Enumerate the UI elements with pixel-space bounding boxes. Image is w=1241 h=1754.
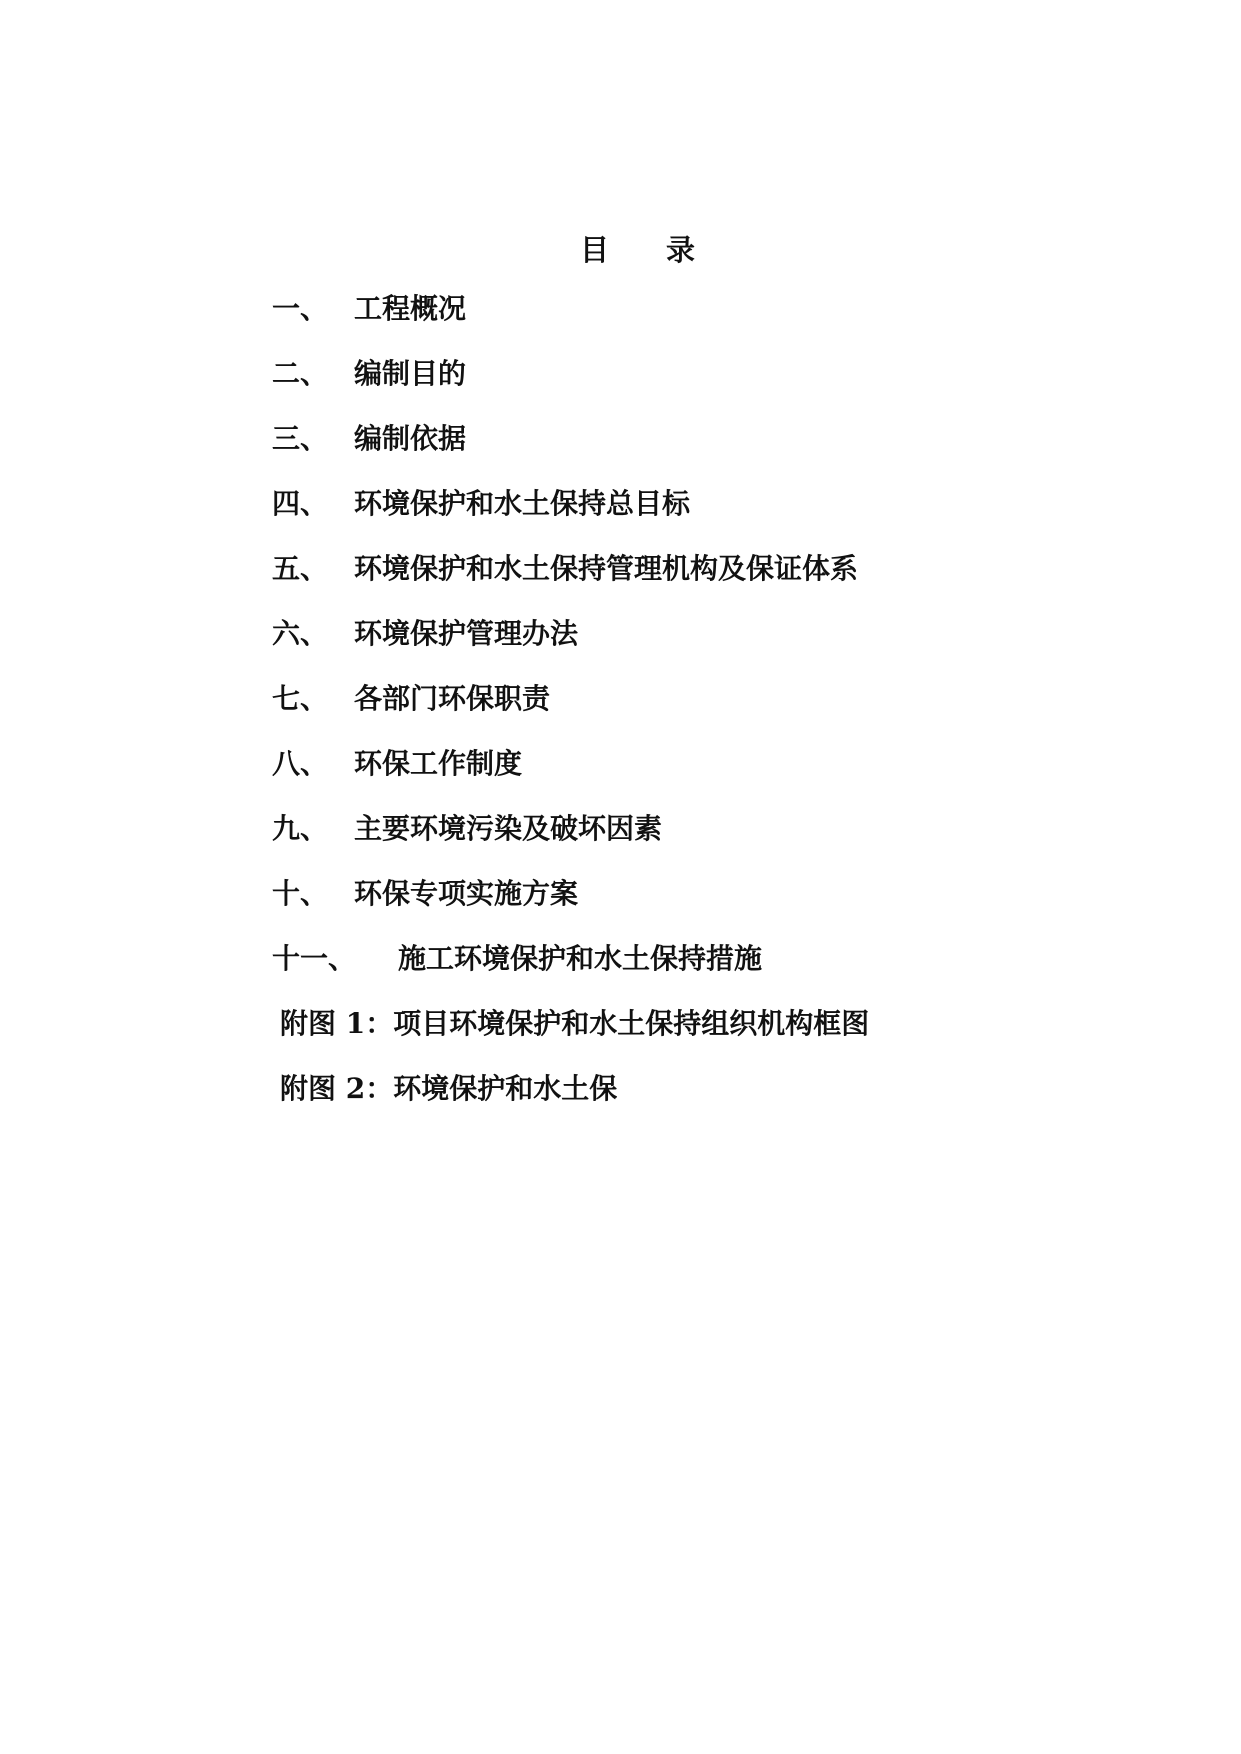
toc-title-char-2: 录 bbox=[666, 233, 696, 267]
toc-item bbox=[272, 682, 869, 747]
toc-item-text: 环境保护和水土保持总目标 bbox=[354, 487, 691, 520]
toc-item-text: 环境保护和水土保持管理机构及保证体系 bbox=[354, 552, 859, 585]
toc-item-number: 六、 bbox=[272, 617, 329, 650]
toc-list bbox=[272, 292, 869, 1137]
toc-item-text: 环境保护管理办法 bbox=[354, 617, 579, 650]
toc-item bbox=[272, 617, 869, 682]
toc-item bbox=[272, 877, 869, 942]
toc-item-number: 四、 bbox=[272, 487, 329, 520]
toc-item bbox=[272, 812, 869, 877]
toc-item-number: 十、 bbox=[272, 877, 329, 910]
toc-item bbox=[272, 292, 869, 357]
toc-item-text: 施工环境保护和水土保持措施 bbox=[398, 942, 763, 975]
toc-item-number: 一、 bbox=[272, 292, 329, 325]
toc-item bbox=[272, 357, 869, 422]
toc-title bbox=[580, 228, 695, 269]
toc-item-number: 五、 bbox=[272, 552, 329, 585]
toc-item bbox=[272, 487, 869, 552]
toc-item-text: 各部门环保职责 bbox=[354, 682, 551, 715]
toc-item-text: 环保专项实施方案 bbox=[354, 877, 579, 910]
toc-item-text: 环保工作制度 bbox=[354, 747, 523, 780]
toc-item-text: 编制目的 bbox=[354, 357, 467, 390]
toc-item-number: 二、 bbox=[272, 357, 329, 390]
toc-item-text: 主要环境污染及破坏因素 bbox=[354, 812, 663, 845]
toc-title-char-1: 目 bbox=[580, 233, 610, 267]
toc-item-number: 十一、 bbox=[272, 942, 357, 975]
toc-item bbox=[272, 422, 869, 487]
toc-item-text: 编制依据 bbox=[354, 422, 467, 455]
appendix-item: 附图 1：项目环境保护和水土保持组织机构框图 bbox=[280, 1007, 870, 1040]
appendix-item: 附图 2：环境保护和水土保 bbox=[280, 1072, 618, 1105]
toc-item bbox=[272, 552, 869, 617]
toc-item-number: 八、 bbox=[272, 747, 329, 780]
toc-item bbox=[272, 747, 869, 812]
toc-item-number: 三、 bbox=[272, 422, 329, 455]
toc-item-number: 七、 bbox=[272, 682, 329, 715]
toc-item bbox=[272, 942, 869, 1007]
toc-item-number: 九、 bbox=[272, 812, 329, 845]
toc-item-text: 工程概况 bbox=[354, 292, 467, 325]
